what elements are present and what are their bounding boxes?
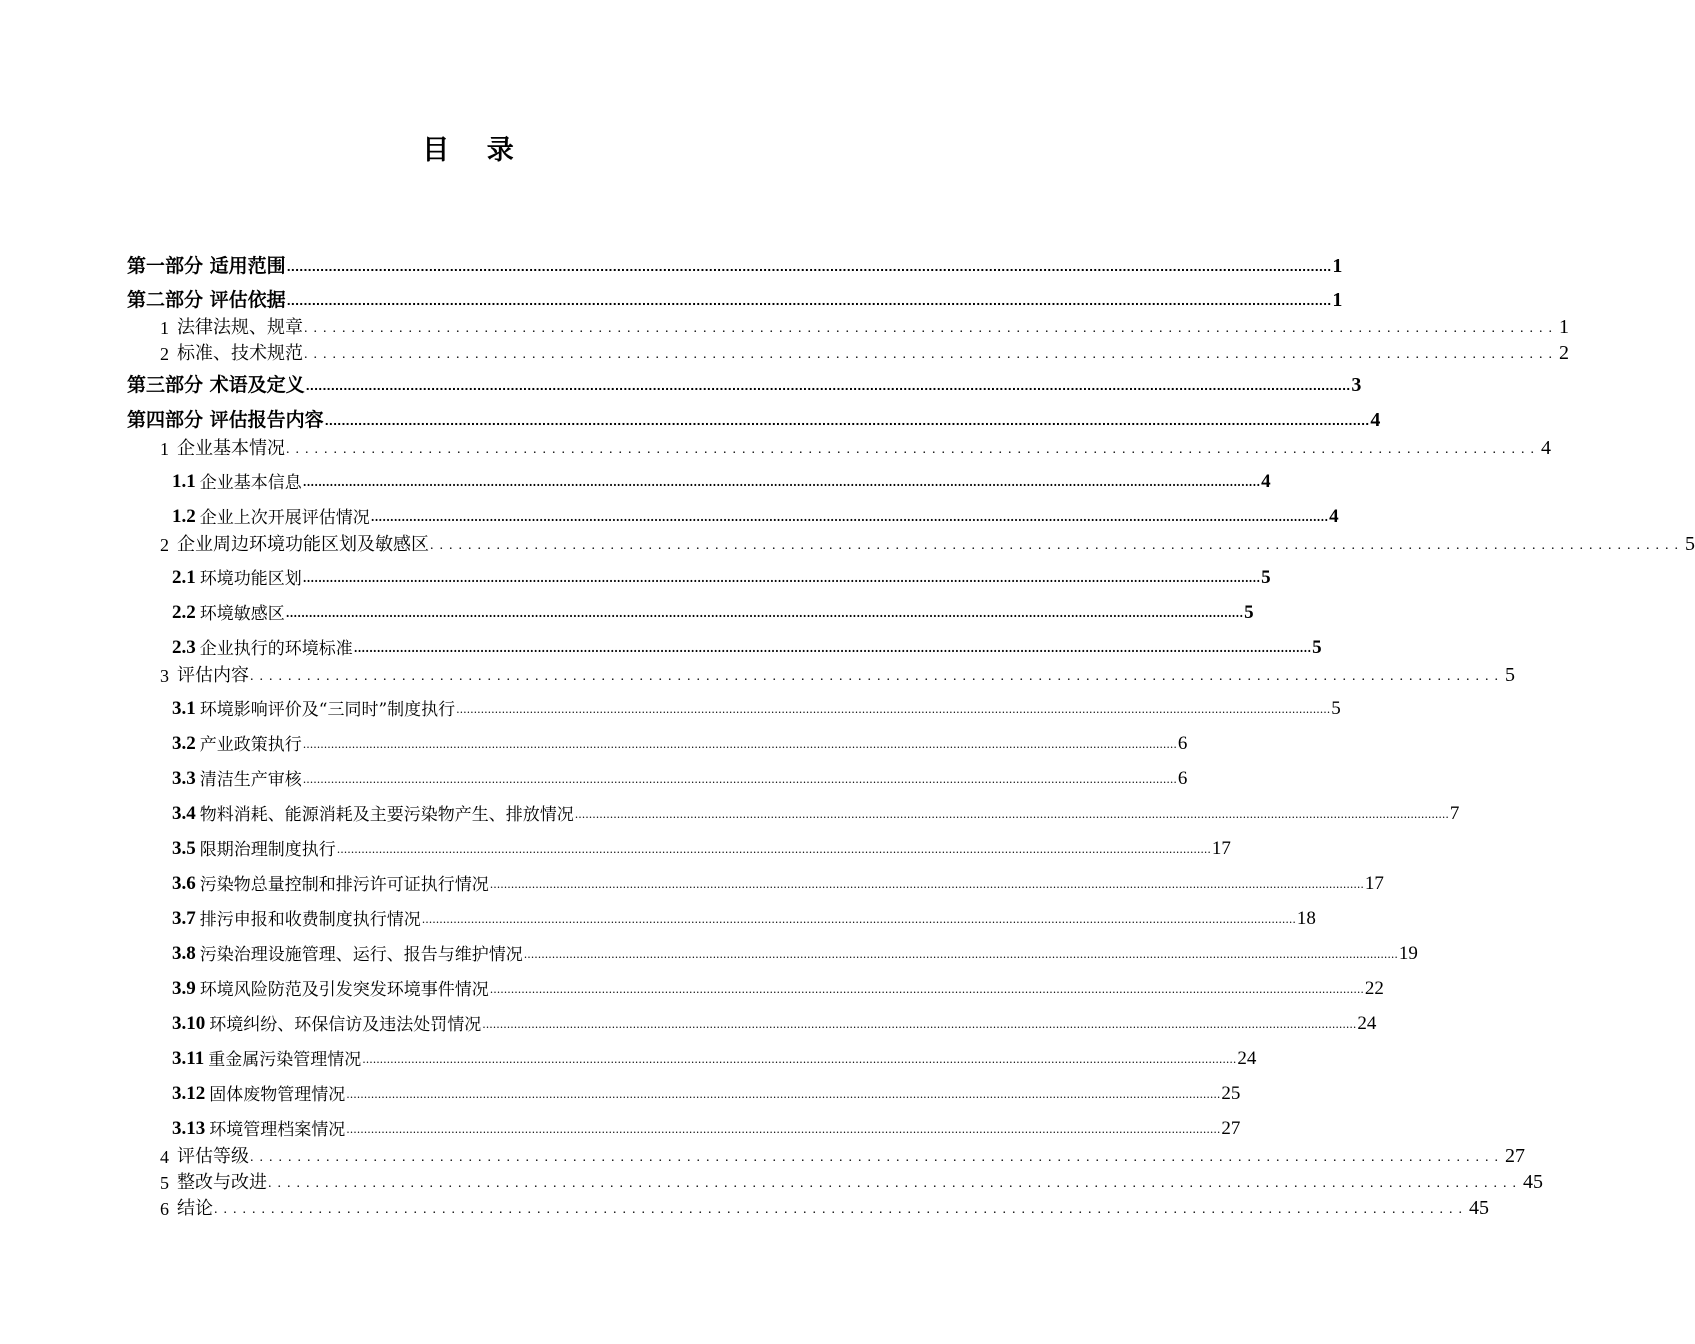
- toc-entry-label: 法律法规、规章: [177, 317, 303, 338]
- toc-entry-label: 第一部分 适用范围: [127, 255, 286, 277]
- toc-entry-subsection[interactable]: [172, 832, 1231, 860]
- toc-entry-number: 3.3: [172, 768, 196, 789]
- toc-entry-number: 1.2: [172, 506, 196, 527]
- dot-leader: ..........................................................................................................................................................................................................................................................: [482, 1018, 1357, 1031]
- toc-entry-page: 5: [1505, 664, 1515, 686]
- toc-entry-number: 4: [160, 1147, 169, 1167]
- toc-entry-subsection[interactable]: [172, 1112, 1241, 1140]
- toc-entry-label: 环境敏感区: [199, 604, 285, 624]
- toc-entry-page: 6: [1177, 768, 1188, 789]
- toc-entry-label: 企业上次开展评估情况: [199, 508, 370, 528]
- toc-entry-subsection[interactable]: [172, 692, 1341, 720]
- toc-entry-section[interactable]: [160, 530, 1695, 556]
- dot-leader: ..........................................................................................................................................................................................................................................................: [302, 773, 1177, 786]
- dot-leader: ....................................................................................................................................: [304, 321, 1558, 336]
- toc-entry-subsection[interactable]: [172, 1007, 1377, 1035]
- toc-entry-label: 污染治理设施管理、运行、报告与维护情况: [199, 945, 523, 965]
- toc-entry-page: 22: [1364, 978, 1384, 999]
- dot-leader: ....................................................................................................................................: [268, 1176, 1522, 1191]
- toc-entry-number: 3.4: [172, 803, 196, 824]
- toc-entry-page: 5: [1312, 637, 1322, 658]
- toc-entry-label: 环境管理档案情况: [209, 1120, 346, 1140]
- toc-entry-label: 污染物总量控制和排污许可证执行情况: [199, 875, 489, 895]
- toc-entry-page: 5: [1331, 698, 1341, 719]
- toc-entry-label: 结论: [177, 1198, 213, 1219]
- toc-entry-number: 3.7: [172, 908, 196, 929]
- toc-entry-number: 2.3: [172, 637, 196, 658]
- toc-entry-subsection[interactable]: [172, 727, 1188, 755]
- toc-entry-label: 物料消耗、能源消耗及主要污染物产生、排放情况: [199, 805, 574, 825]
- toc-entry-number: 2.1: [172, 567, 196, 588]
- toc-entry-page: 27: [1221, 1118, 1241, 1139]
- toc-entry-page: 3: [1351, 374, 1362, 396]
- toc-entry-number: 1: [160, 318, 169, 338]
- toc-entry-label: 清洁生产审核: [199, 770, 302, 790]
- dot-leader: ....................................................................................................................................: [214, 1202, 1468, 1217]
- dot-leader: ....................................................................................................................................: [250, 1150, 1504, 1165]
- toc-entry-page: 4: [1541, 437, 1551, 459]
- toc-entry-number: 1.1: [172, 471, 196, 492]
- toc-entry-label: 环境风险防范及引发突发环境事件情况: [199, 980, 489, 1000]
- toc-entry-section[interactable]: [160, 1142, 1525, 1168]
- toc-entry-subsection[interactable]: [172, 797, 1460, 825]
- toc-entry-page: 24: [1237, 1048, 1257, 1069]
- dot-leader: ..........................................................................................................................................................................................................................................................: [353, 642, 1312, 655]
- toc-entry-label: 企业执行的环境标准: [199, 639, 353, 659]
- toc-entry-section[interactable]: [160, 339, 1569, 365]
- toc-entry-page: 25: [1221, 1083, 1241, 1104]
- toc-entry-page: 18: [1296, 908, 1316, 929]
- dot-leader: ..........................................................................................................................................................................................................................................................: [302, 572, 1261, 585]
- dot-leader: ..........................................................................................................................................................................................................................................................: [286, 295, 1332, 308]
- toc-entry-subsection[interactable]: [172, 902, 1316, 930]
- dot-leader: ..........................................................................................................................................................................................................................................................: [346, 1123, 1221, 1136]
- dot-leader: ....................................................................................................................................: [304, 347, 1558, 362]
- dot-leader: ..........................................................................................................................................................................................................................................................: [370, 511, 1329, 524]
- toc-entry-page: 6: [1177, 733, 1188, 754]
- toc-entry-label: 企业基本情况: [177, 438, 285, 459]
- toc-entry-section[interactable]: [160, 313, 1569, 339]
- toc-entry-part-3[interactable]: [127, 369, 1362, 397]
- dot-leader: ..........................................................................................................................................................................................................................................................: [286, 261, 1332, 274]
- toc-entry-label: 排污申报和收费制度执行情况: [199, 910, 421, 930]
- dot-leader: ..........................................................................................................................................................................................................................................................: [305, 380, 1351, 393]
- toc-entry-number: 3.10: [172, 1013, 206, 1034]
- page-title: 目 录: [422, 135, 528, 166]
- toc-entry-part-4[interactable]: [127, 404, 1381, 432]
- toc-entry-page: 45: [1523, 1171, 1543, 1193]
- toc-entry-subsection[interactable]: [172, 867, 1384, 895]
- toc-entry-label: 重金属污染管理情况: [208, 1050, 362, 1070]
- toc-entry-page: 4: [1261, 471, 1271, 492]
- dot-leader: ....................................................................................................................................: [430, 538, 1684, 553]
- toc-entry-part-2[interactable]: [127, 284, 1343, 312]
- dot-leader: ..........................................................................................................................................................................................................................................................: [489, 983, 1364, 996]
- dot-leader: ..........................................................................................................................................................................................................................................................: [421, 913, 1296, 926]
- toc-entry-number: 6: [160, 1199, 169, 1219]
- toc-entry-label: 第三部分 术语及定义: [127, 374, 305, 396]
- toc-entry-section[interactable]: [160, 434, 1551, 460]
- toc-entry-page: 1: [1332, 255, 1343, 277]
- toc-entry-page: 1: [1559, 316, 1569, 338]
- toc-entry-subsection[interactable]: [172, 1077, 1241, 1105]
- dot-leader: ..........................................................................................................................................................................................................................................................: [324, 415, 1370, 428]
- dot-leader: ..........................................................................................................................................................................................................................................................: [489, 878, 1364, 891]
- dot-leader: ..........................................................................................................................................................................................................................................................: [285, 607, 1244, 620]
- toc-entry-label: 整改与改进: [177, 1172, 267, 1193]
- dot-leader: ..........................................................................................................................................................................................................................................................: [456, 703, 1331, 716]
- toc-entry-page: 2: [1559, 342, 1569, 364]
- dot-leader: ..........................................................................................................................................................................................................................................................: [346, 1088, 1221, 1101]
- dot-leader: ....................................................................................................................................: [286, 442, 1540, 457]
- toc-entry-subsection[interactable]: [172, 465, 1271, 493]
- toc-entry-number: 3: [160, 666, 169, 686]
- toc-entry-number: 3.8: [172, 943, 196, 964]
- toc-entry-number: 3.12: [172, 1083, 206, 1104]
- toc-entry-page: 7: [1449, 803, 1460, 824]
- toc-entry-number: 1: [160, 439, 169, 459]
- toc-entry-page: 27: [1505, 1145, 1525, 1167]
- toc-entry-number: 3.2: [172, 733, 196, 754]
- toc-entry-label: 第四部分 评估报告内容: [127, 409, 324, 431]
- toc-entry-label: 评估内容: [177, 665, 249, 686]
- toc-entry-label: 产业政策执行: [199, 735, 302, 755]
- dot-leader: ..........................................................................................................................................................................................................................................................: [336, 843, 1211, 856]
- toc-entry-part-1[interactable]: [127, 250, 1343, 278]
- toc-entry-number: 3.5: [172, 838, 196, 859]
- toc-entry-subsection[interactable]: [172, 631, 1322, 659]
- dot-leader: ..........................................................................................................................................................................................................................................................: [523, 948, 1398, 961]
- toc-entry-page: 17: [1364, 873, 1384, 894]
- toc-entry-subsection[interactable]: [172, 937, 1418, 965]
- toc-entry-number: 3.11: [172, 1048, 205, 1069]
- toc-entry-subsection[interactable]: [172, 561, 1271, 589]
- toc-entry-page: 4: [1370, 409, 1381, 431]
- toc-entry-subsection[interactable]: [172, 972, 1384, 1000]
- toc-entry-page: 5: [1244, 602, 1254, 623]
- toc-entry-number: 3.1: [172, 698, 196, 719]
- toc-entry-section[interactable]: [160, 1194, 1489, 1220]
- toc-entry-subsection[interactable]: [172, 1042, 1257, 1070]
- toc-entry-page: 19: [1398, 943, 1418, 964]
- toc-entry-label: 企业基本信息: [199, 473, 302, 493]
- toc-entry-subsection[interactable]: [172, 500, 1339, 528]
- toc-entry-label: 第二部分 评估依据: [127, 289, 286, 311]
- toc-entry-number: 3.6: [172, 873, 196, 894]
- dot-leader: ..........................................................................................................................................................................................................................................................: [362, 1053, 1237, 1066]
- toc-entry-label: 固体废物管理情况: [209, 1085, 346, 1105]
- toc-entry-label: 环境功能区划: [199, 569, 302, 589]
- toc-entry-label: 企业周边环境功能区划及敏感区: [177, 534, 429, 555]
- toc-entry-number: 2.2: [172, 602, 196, 623]
- toc-entry-subsection[interactable]: [172, 762, 1188, 790]
- toc-entry-label: 标准、技术规范: [177, 343, 303, 364]
- dot-leader: ..........................................................................................................................................................................................................................................................: [574, 808, 1449, 821]
- toc-entry-number: 3.13: [172, 1118, 206, 1139]
- toc-entry-section[interactable]: [160, 1168, 1543, 1194]
- dot-leader: ..........................................................................................................................................................................................................................................................: [302, 738, 1177, 751]
- toc-entry-subsection[interactable]: [172, 596, 1254, 624]
- toc-entry-number: 5: [160, 1173, 169, 1193]
- toc-entry-label: 评估等级: [177, 1146, 249, 1167]
- toc-entry-section[interactable]: [160, 661, 1515, 687]
- dot-leader: ..........................................................................................................................................................................................................................................................: [302, 476, 1261, 489]
- toc-entry-page: 5: [1685, 533, 1695, 555]
- toc-entry-page: 24: [1357, 1013, 1377, 1034]
- toc-entry-number: 2: [160, 535, 169, 555]
- toc-entry-number: 2: [160, 344, 169, 364]
- toc-entry-label: 环境纠纷、环保信访及违法处罚情况: [209, 1015, 482, 1035]
- toc-entry-page: 5: [1261, 567, 1271, 588]
- toc-entry-number: 3.9: [172, 978, 196, 999]
- toc-entry-page: 4: [1329, 506, 1339, 527]
- toc-entry-page: 17: [1211, 838, 1231, 859]
- toc-entry-label: 限期治理制度执行: [199, 840, 336, 860]
- dot-leader: ....................................................................................................................................: [250, 669, 1504, 684]
- toc-entry-page: 45: [1469, 1197, 1489, 1219]
- toc-entry-page: 1: [1332, 289, 1343, 311]
- toc-entry-label: 环境影响评价及“三同时”制度执行: [199, 700, 456, 720]
